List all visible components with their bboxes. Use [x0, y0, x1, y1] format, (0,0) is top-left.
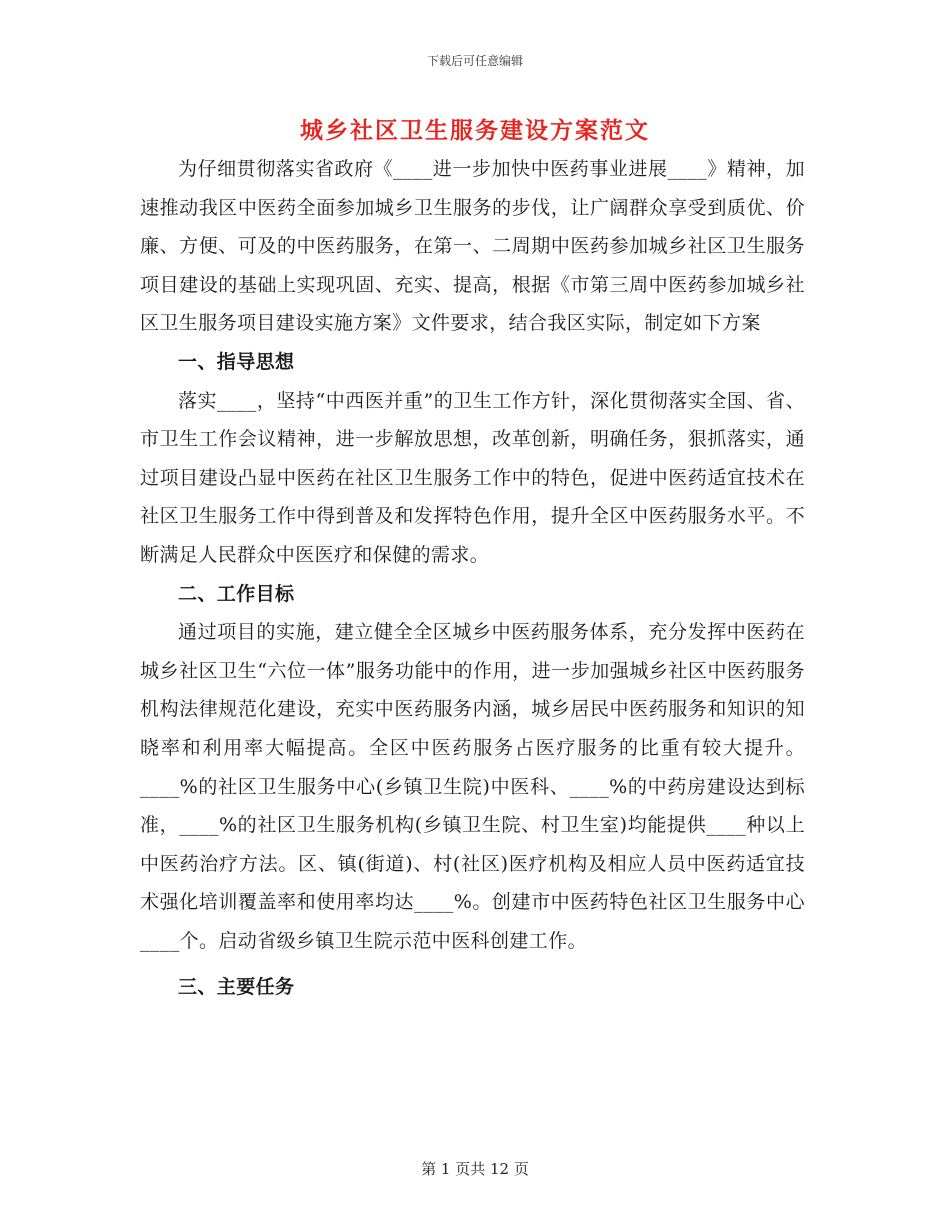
section-heading-main-tasks: 三、主要任务	[178, 976, 295, 999]
section-heading-work-goals: 二、工作目标	[178, 582, 295, 605]
section-heading-guiding-ideology: 一、指导思想	[178, 350, 295, 373]
document-body	[140, 150, 805, 1007]
header-note: 下载后可任意编辑	[426, 54, 523, 68]
work-goals-paragraph: 通过项目的实施，建立健全全区城乡中医药服务体系，充分发挥中医药在城乡社区卫生“六位一体”服务功能中的作用，进一步加强城乡社区中医药服务机构法律规范化建设，充实中医药服务内涵，城乡居民中医药服务和知识的知晓率和利用率大幅提高。全区中医药服务占医疗服务的比重有较大提升。____%的社区卫生服务中心(乡镇卫生院)中医科、____%的中药房建设达到标准，____%的社区卫生服务机构(乡镇卫生院、村卫生室)均能提供____种以上中医药治疗方法。区、镇(街道)、村(社区)医疗机构及相应人员中医药适宜技术强化培训覆盖率和使用率均达____%。创建市中医药特色社区卫生服务中心____个。启动省级乡镇卫生院示范中医科创建工作。	[140, 621, 805, 952]
document-title: 城乡社区卫生服务建设方案范文	[300, 118, 650, 144]
guiding-ideology-paragraph: 落实____，坚持“中西医并重”的卫生工作方针，深化贯彻落实全国、省、市卫生工作会议精神，进一步解放思想，改革创新，明确任务，狠抓落实，通过项目建设凸显中医药在社区卫生服务工作中的特色，促进中医药适宜技术在社区卫生服务工作中得到普及和发挥特色作用，提升全区中医药服务水平。不断满足人民群众中医医疗和保健的需求。	[140, 389, 805, 566]
page-number-footer: 第 1 页共 12 页	[421, 1160, 529, 1178]
intro-paragraph: 为仔细贯彻落实省政府《____进一步加快中医药事业进展____》精神，加速推动我区中医药全面参加城乡卫生服务的步伐，让广阔群众享受到质优、价廉、方便、可及的中医药服务，在第一、二周期中医药参加城乡社区卫生服务项目建设的基础上实现巩固、充实、提高，根据《市第三周中医药参加城乡社区卫生服务项目建设实施方案》文件要求，结合我区实际，制定如下方案	[140, 158, 805, 335]
